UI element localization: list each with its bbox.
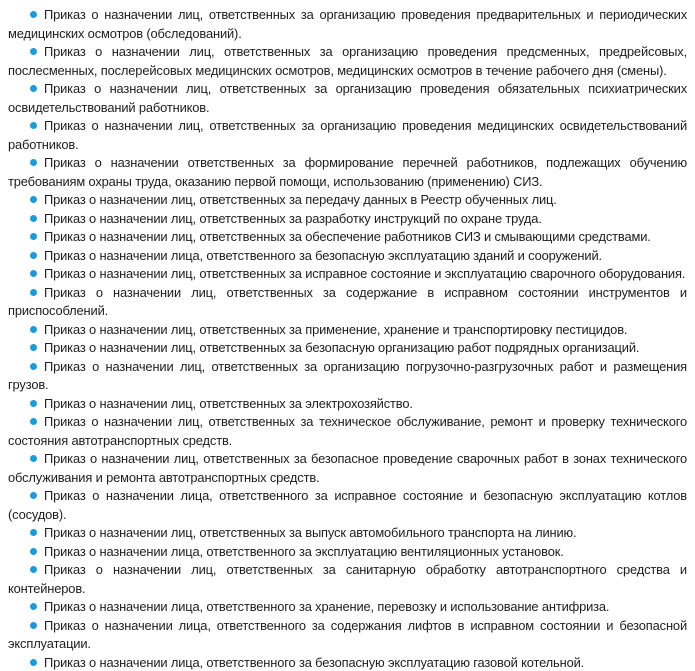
list-item: [8, 154, 687, 191]
list-item-text: Приказ о назначении лица, ответственного за безопасную эксплуатацию зданий и сооружений.: [44, 247, 602, 263]
list-item-text: Приказ о назначении лиц, ответственных за организацию проведения обязательных психиатрических освидетельствований работников.: [8, 81, 687, 115]
bullet-dot-icon: [30, 326, 37, 333]
list-item: [8, 117, 687, 154]
list-item: [8, 413, 687, 450]
bullet-dot-icon: [30, 418, 37, 425]
list-item-text: Приказ о назначении лиц, ответственных за передачу данных в Реестр обученных лиц.: [44, 192, 557, 207]
list-item-text: Приказ о назначении лица, ответственного за безопасную эксплуатацию газовой котельной.: [44, 654, 585, 670]
list-item: [8, 654, 687, 671]
bullet-dot-icon: [30, 492, 37, 499]
bullet-dot-icon: [30, 400, 37, 407]
bullet-dot-icon: [30, 48, 37, 55]
list-item: [8, 228, 687, 247]
bullet-dot-icon: [30, 529, 37, 536]
list-item: [8, 284, 687, 321]
bullet-dot-icon: [30, 233, 37, 240]
bullet-dot-icon: [30, 603, 37, 610]
bullet-dot-icon: [30, 566, 37, 573]
list-item: [8, 210, 687, 229]
list-item: [8, 598, 687, 617]
list-item-text: Приказ о назначении лица, ответственного за исправное состояние и безопасную эксплуатацию котлов (сосудов).: [8, 488, 687, 522]
list-item: [8, 43, 687, 80]
list-item-text: Приказ о назначении лиц, ответственных за обеспечение работников СИЗ и смывающими средствами.: [44, 229, 651, 244]
list-item: [8, 6, 687, 43]
list-item-text: Приказ о назначении лиц, ответственных за исправное состояние и эксплуатацию сварочного оборудования.: [44, 266, 686, 281]
list-item: [8, 524, 687, 543]
list-item-text: Приказ о назначении лиц, ответственных за техническое обслуживание, ремонт и проверку технического состояния автотранспортных средств.: [8, 414, 687, 448]
list-item-text: Приказ о назначении лиц, ответственных за организацию проведения предварительных и периодических медицинских осмотров (обследований).: [8, 7, 687, 41]
list-item: [8, 561, 687, 598]
list-item-text: Приказ о назначении лица, ответственного за содержания лифтов в исправном состоянии и безопасной эксплуатации.: [8, 617, 687, 651]
list-item-text: Приказ о назначении лиц, ответственных за выпуск автомобильного транспорта на линию.: [44, 525, 577, 540]
list-item: [8, 395, 687, 414]
bullet-dot-icon: [30, 122, 37, 129]
bullet-dot-icon: [30, 11, 37, 18]
list-item-text: Приказ о назначении лиц, ответственных за разработку инструкций по охране труда.: [44, 210, 542, 226]
list-item-text: Приказ о назначении лица, ответственного за хранение, перевозку и использование антифриза.: [44, 599, 610, 614]
list-item: [8, 321, 687, 340]
bullet-dot-icon: [30, 622, 37, 629]
list-item-text: Приказ о назначении лиц, ответственных за организацию проведения медицинских освидетельствований работников.: [8, 118, 687, 152]
list-item-text: Приказ о назначении лиц, ответственных за безопасное проведение сварочных работ в зонах технического обслуживания и ремонта автотранспортных средств.: [8, 451, 687, 485]
bullet-dot-icon: [30, 344, 37, 351]
list-item-text: Приказ о назначении лиц, ответственных за организацию погрузочно-разгрузочных работ и размещения грузов.: [8, 358, 687, 392]
list-item: [8, 265, 687, 284]
bullet-dot-icon: [30, 252, 37, 259]
list-item-text: Приказ о назначении лица, ответственного за эксплуатацию вентиляционных установок.: [44, 543, 564, 559]
bullet-dot-icon: [30, 289, 37, 296]
list-item-text: Приказ о назначении лиц, ответственных за санитарную обработку автотранспортного средства и контейнеров.: [8, 562, 687, 596]
list-item-text: Приказ о назначении лиц, ответственных за организацию проведения предсменных, предрейсовых, послесменных, послерейсовых медицинских осмотров, медицинских осмотров в течение рабочего дня (смены).: [8, 44, 687, 78]
bullet-dot-icon: [30, 196, 37, 203]
orders-list: [8, 6, 687, 671]
list-item: [8, 247, 687, 266]
list-item-text: Приказ о назначении лиц, ответственных за применение, хранение и транспортировку пестицидов.: [44, 321, 628, 337]
list-item-text: Приказ о назначении лиц, ответственных за безопасную организацию работ подрядных организаций.: [44, 340, 640, 355]
list-item-text: Приказ о назначении лиц, ответственных за содержание в исправном состоянии инструментов и приспособлений.: [8, 284, 687, 318]
list-item: [8, 358, 687, 395]
list-item-text: Приказ о назначении ответственных за формирование перечней работников, подлежащих обучению требованиям охраны труда, оказанию первой помощи, использованию (применению) СИЗ.: [8, 155, 687, 189]
bullet-dot-icon: [30, 455, 37, 462]
bullet-dot-icon: [30, 270, 37, 277]
list-item: [8, 450, 687, 487]
list-item-text: Приказ о назначении лиц, ответственных за электрохозяйство.: [44, 395, 413, 411]
bullet-dot-icon: [30, 363, 37, 370]
list-item: [8, 487, 687, 524]
bullet-dot-icon: [30, 159, 37, 166]
list-item: [8, 80, 687, 117]
bullet-dot-icon: [30, 548, 37, 555]
list-item: [8, 543, 687, 562]
bullet-dot-icon: [30, 85, 37, 92]
list-item: [8, 191, 687, 210]
bullet-dot-icon: [30, 659, 37, 666]
bullet-dot-icon: [30, 215, 37, 222]
list-item: [8, 339, 687, 358]
list-item: [8, 617, 687, 654]
